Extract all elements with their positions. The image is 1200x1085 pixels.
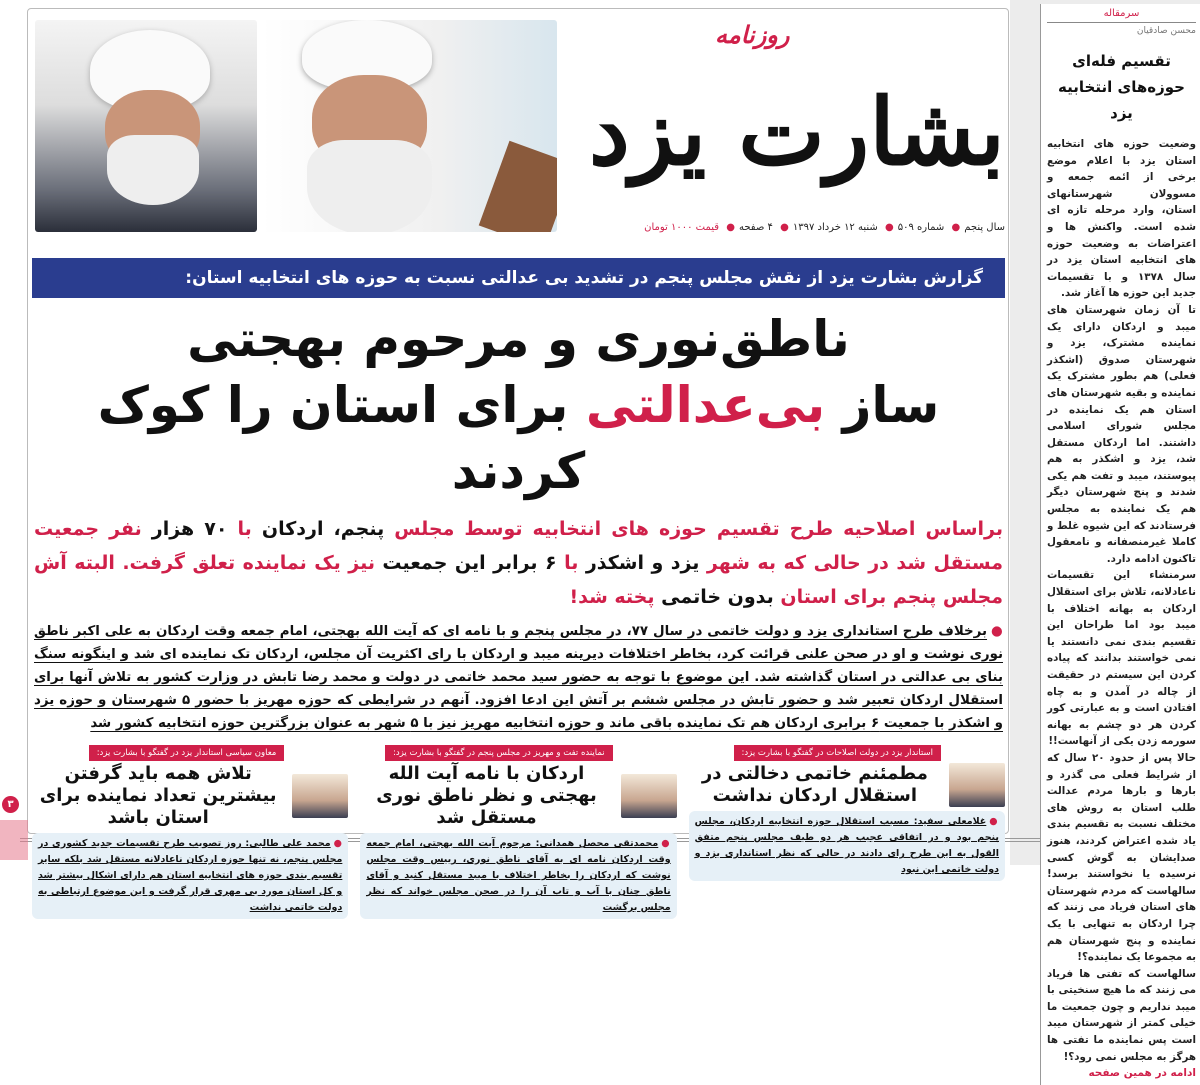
lead-segment: با — [556, 552, 579, 574]
issue-date: شنبه ۱۲ خرداد ۱۳۹۷ — [792, 222, 878, 233]
lead-segment: ۶ برابر این جمعیت — [374, 552, 557, 574]
main-story — [32, 258, 1005, 919]
page-number: ۳ — [2, 796, 19, 813]
photo-behjati — [262, 20, 557, 232]
lead-segment: یزد و اشکذر — [578, 552, 700, 574]
interview-title: تلاش همه باید گرفتن بیشترین تعداد نماینده برای استان باشد — [39, 763, 277, 828]
logo-text: بشارت یزد — [588, 78, 1005, 186]
interview-quote — [689, 811, 1005, 881]
issue-pages: ۴ صفحه — [738, 222, 773, 233]
bullet-icon: ● — [991, 624, 1003, 639]
issue-info: سال پنجم● شماره ۵۰۹● شنبه ۱۲ خرداد ۱۳۹۷● ۴ صفحه● قیمت ۱۰۰۰ تومان — [644, 222, 1005, 233]
interview-box-talebi[interactable] — [32, 745, 348, 919]
editorial-paragraph: سرمنشاء این تقسیمات ناعادلانه، تلاش برای استقلال اردکان به بهانه اختلاف با میبد بود اما طراحان این تقسیم بندی نمی دانستند یا نمی خواستند بدانند که پیاده کردن این سیستم در حقیقت از چاله در آمدن و به چاه افتادن است و به عبارتی کور کردن هر دو چشم به بهانه سورمه زدن یکی از آنهاست!! — [1047, 569, 1196, 748]
editorial-author: محسن صادقیان — [1136, 26, 1196, 36]
editorial-title-line: حوزه‌های انتخابیه یزد — [1058, 78, 1185, 122]
interviewee-photo — [621, 774, 677, 818]
logo-prefix: روزنامه — [715, 21, 790, 49]
issue-number: شماره ۵۰۹ — [897, 222, 945, 233]
headline-line-2 — [32, 372, 1005, 504]
editorial-text — [1047, 136, 1196, 1065]
interview-box-safid[interactable] — [689, 745, 1005, 919]
editorial-paragraph: تا آن زمان شهرستان های میبد و اردکان دارای یک نماینده مشترک، یزد و شهرستان صدوق (اشکذر فعلی) هم بطور مشترک یک نماینده و بقیه شهرستان های استان هم یک نماینده در مجلس شورای اسلامی داشتند. اما اردکان مستقل شد، یزد و اشکذر به هم پیوستند، میبد و تفت هم یکی شدند و پنج شهرستان دیگر هم یک نماینده به مجلس فرستادند که این شیوه غلط و کاملا غیرمنصفانه و نامعقول تاکنون ادامه دارد. — [1047, 303, 1196, 565]
bullet-icon: ● — [333, 838, 343, 849]
issue-price: قیمت ۱۰۰۰ تومان — [644, 222, 720, 233]
editorial-title-line: تقسیم فله‌ای — [1072, 52, 1171, 70]
continue-link[interactable]: ادامه در همین صفحه — [1088, 1067, 1196, 1080]
lead-segment: نفر جمعیت مستقل شد در حالی که به شهر — [34, 518, 1003, 574]
lead-segment: براساس اصلاحیه طرح تقسیم حوزه های انتخابیه توسط مجلس — [384, 518, 1003, 540]
editorial-title[interactable] — [1047, 48, 1196, 126]
interviewee-photo — [292, 774, 348, 818]
interview-quote — [32, 833, 348, 919]
bullet-icon: ● — [989, 816, 999, 827]
report-banner: گزارش بشارت یزد از نقش مجلس پنجم در تشدید بی عدالتی نسبت به حوزه های انتخابیه استان: — [32, 258, 1005, 298]
lead-segment: ۷۰ هزار — [141, 518, 228, 540]
interview-quote — [360, 833, 676, 919]
editorial-column — [1040, 4, 1200, 1085]
lead-paragraph — [32, 512, 1005, 614]
interview-tag: استاندار یزد در دولت اصلاحات در گفتگو با بشارت یزد: — [734, 745, 942, 761]
interview-box-hamedani[interactable] — [360, 745, 676, 919]
issue-year: سال پنجم — [964, 222, 1005, 233]
photo-nategh-nouri — [35, 20, 257, 232]
editorial-paragraph: حالا پس از حدود ۲۰ سال که از شرایط فعلی می گذرد و بارها و بارها مردم عدالت طلب استان به روش های مختلف نسبت به تقسیم بندی یاد شده اعتراض کردند، هنوز صدایشان به گوش کسی نرسیده یا نخواستند برسد! سالهاست که مردم شهرستان های استان فریاد می زنند که چرا اردکان به تنهایی با یک نماینده و پنج شهرستان هم به مجموعا یک نماینده؟! — [1047, 751, 1196, 964]
headline-highlight: بی‌عدالتی — [585, 376, 826, 434]
interview-tag: معاون سیاسی استاندار یزد در گفتگو با بشارت یزد: — [89, 745, 285, 761]
editorial-paragraph: سالهاست که تفتی ها فریاد می زنند که ما هیچ سنخیتی با میبد نداریم و چون جمعیت ما خیلی کمتر از شهرستان میبد است پس نماینده ما تفتی ها هرگز به مجلس نمی رود؟! — [1047, 967, 1196, 1063]
quote-text: محمدتقی محصل همدانی: مرحوم آیت الله بهجتی، امام جمعه وقت اردکان نامه ای به آقای ناطق نوری، رییس وقت مجلس نوشت که اردکان را بخاطر اختلاف با میبد مستقل کنید و آقای ناطق چنان با آب و تاب آن را در صحن مجلس خواند که نظر مجلس برگشت — [366, 838, 671, 913]
quote-text: محمد علی طالبی: روز تصویب طرح تقسیمات جدید کشوری در مجلس پنجم، نه تنها حوزه اردکان ناعادلانه مستقل شد بلکه سایر تقسیم بندی حوزه های انتخابیه استان هم دارای اشکال بیشتر شد و کل استان مورد بی مهری قرار گرفت و این موضوع ارتباطی به دولت خاتمی نداشت — [38, 838, 343, 913]
editorial-paragraph: وضعیت حوزه های انتخابیه استان یزد با اعلام موضع برخی از ائمه جمعه و مسوولان شهرستانهای استان، وارد مرحله تازه ای شده است. واکنش ها و اعتراضات به وضعیت حوزه های انتخابیه استان یزد در سال ۱۳۷۸ و با تقسیمات جدید این حوزه ها آغاز شد. — [1047, 138, 1196, 300]
interview-tag: نماینده تفت و مهریز در مجلس پنجم در گفتگو با بشارت یزد: — [385, 745, 613, 761]
newspaper-logo — [565, 12, 1005, 212]
editorial-kicker: سرمقاله — [1047, 8, 1196, 23]
bullet-icon: ● — [661, 838, 671, 849]
lead-segment: نیز یک نماینده تعلق گرفت. البته آش مجلس پنجم برای استان — [34, 552, 1003, 608]
body-text: برخلاف طرح استانداری یزد و دولت خاتمی در سال ۷۷، در مجلس پنجم و با نامه ای که آیت الله بهجتی، امام جمعه وقت اردکان به علی اکبر ناطق نوری نوشت و او در صحن علنی قرائت کرد، بخاطر اختلافات دیرینه میبد و اردکان با رای اکثریت آن مجلس، اردکان تک نماینده ای شد و اینگونه سنگ بنای بی عدالتی در استان گذاشته شد. این موضوع با توجه به حضور سید محمد خاتمی در دولت و محمد رضا تابش در وزارت کشور به تلاش آنها برای استقلال اردکان تعبیر شد و حضور تابش در مجلس ششم بر آتش این ادعا افزود. آنهم در شرایطی که حوزه مهریز با حضور ۵ شهرستان و حوزه یزد و اشکذر با جمعیت ۶ برابری اردکان هم تک نماینده باقی ماند و حوزه انتخابیه مهریز نیز با ۵ شهر به عنوان بزرگترین حوزه انتخابیه کشور شد — [34, 624, 1003, 731]
lead-segment: بدون خاتمی — [654, 586, 774, 608]
lead-segment: پنجم، اردکان — [251, 518, 385, 540]
watermark-logo — [0, 820, 28, 860]
quote-text: غلامعلی سفید: مسبب استقلال حوزه انتخابیه اردکان، مجلس پنجم بود و در اتفاقی عجیب هر دو طیف مجلس پنجم متفق القول به این طرح رای دادند در حالی که نظر استانداری یزد و دولت خاتمی این نبود — [694, 816, 999, 875]
lead-segment: با — [227, 518, 252, 540]
headline-text: برای استان را کوک کردند — [97, 376, 586, 500]
headline-text: ساز — [825, 376, 940, 434]
interview-boxes — [32, 745, 1005, 919]
headline-line-1: ناطق‌نوری و مرحوم بهجتی — [187, 310, 850, 368]
main-headline[interactable] — [32, 306, 1005, 504]
body-paragraph — [32, 620, 1005, 735]
lead-segment: پخته شد! — [569, 586, 655, 608]
interview-title: اردکان با نامه آیت الله بهجتی و نظر ناطق نوری مستقل شد — [376, 763, 597, 828]
interview-title: مطمئنم خاتمی دخالتی در استقلال اردکان نداشت — [701, 763, 928, 806]
interviewee-photo — [949, 763, 1005, 807]
